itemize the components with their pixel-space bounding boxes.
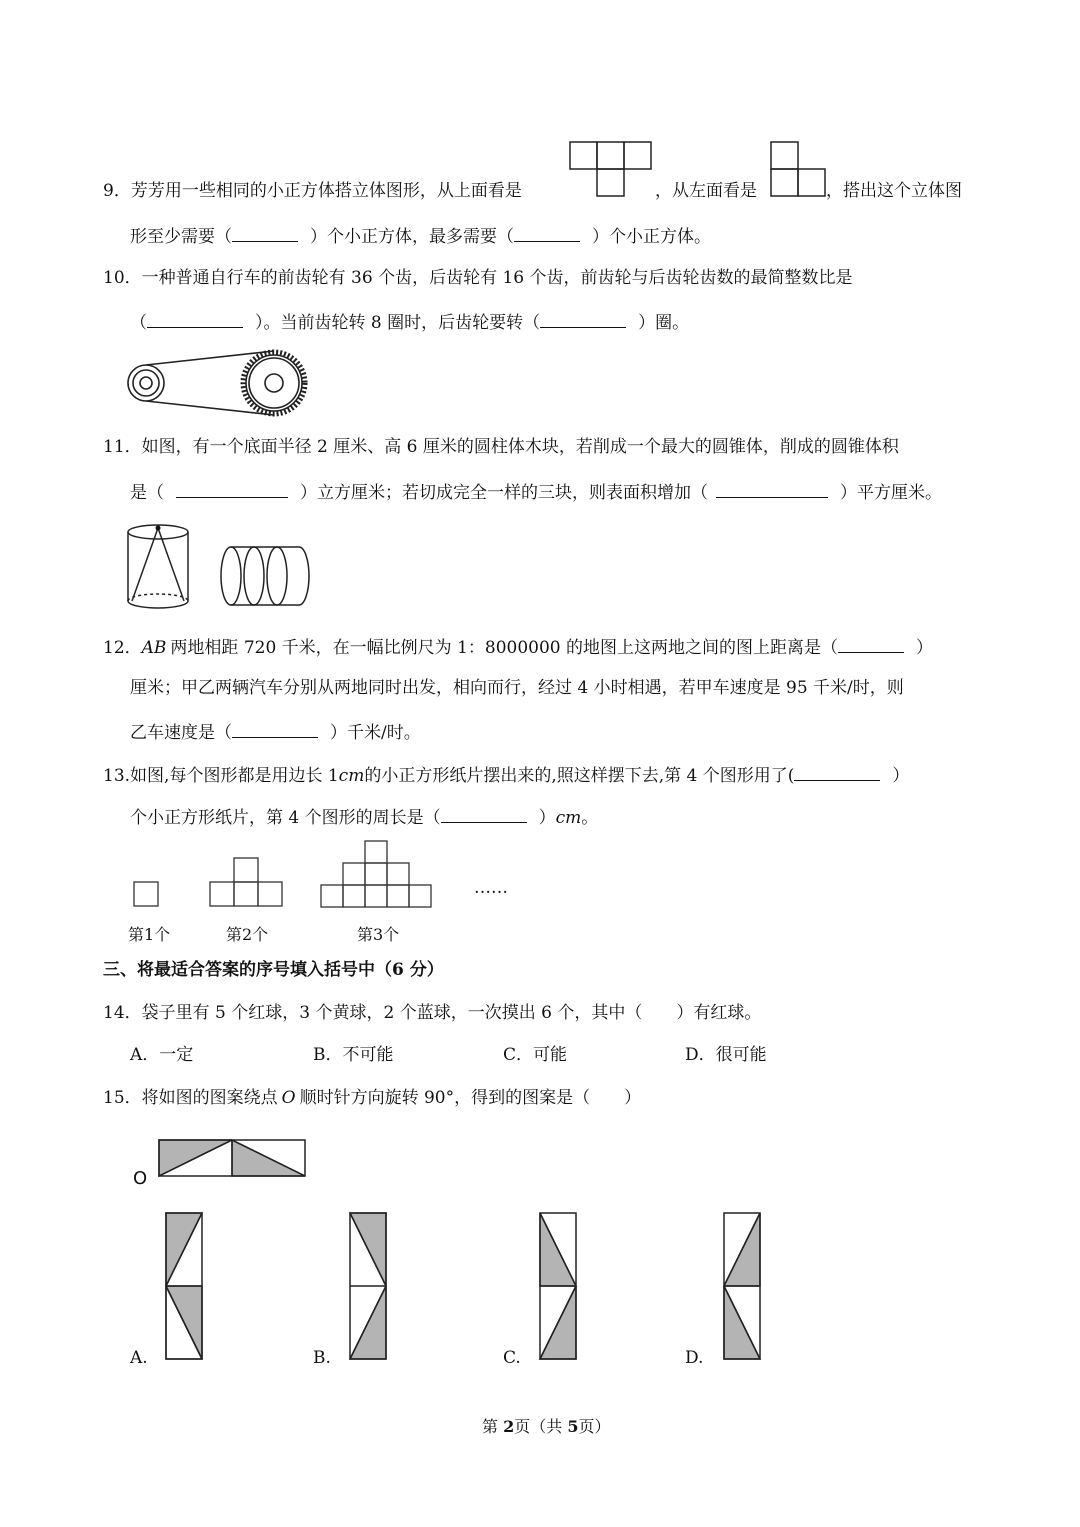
q13-answer-blank-count[interactable] [794,766,880,781]
q10-number: 10． [103,268,142,288]
q15-point-o-label: O [133,1168,148,1189]
q14-option-b[interactable]: B．不可能 [313,1045,394,1065]
q14-option-d[interactable]: D．很可能 [685,1045,767,1065]
q15-line1: 15．将如图的图案绕点 O 顺时针方向旋转 90°，得到的图案是（ ） [103,1088,642,1108]
bicycle-gear-figure [126,345,312,425]
q15-option-d-figure[interactable] [723,1212,763,1362]
q9-left-view-figure [770,141,826,197]
current-page-number: 2 [503,1417,515,1436]
q11-line1: 11．如图，有一个底面半径 2 厘米、高 6 厘米的圆柱体木块，若削成一个最大的圆锥体，削成的圆锥体积 [103,437,899,457]
q11-number: 11． [103,437,142,457]
q14-line1: 14．袋子里有 5 个红球，3 个黄球，2 个蓝球，一次摸出 6 个，其中（ ）有红球。 [103,1003,762,1023]
q9-answer-blank-max[interactable] [514,227,580,242]
q10-line1: 10．一种普通自行车的前齿轮有 36 个齿，后齿轮有 16 个齿，前齿轮与后齿轮齿数的最简整数比是 [103,268,853,288]
q15-option-b-label[interactable]: B. [313,1348,331,1368]
q13-number: 13. [103,766,131,786]
q9-text-1: 芳芳用一些相同的小正方体搭立体图形，从上面看是 [130,181,522,201]
q10-line2: （ ）。当前齿轮转 8 圈时，后齿轮要转（ ）圈。 [130,313,690,333]
total-page-number: 5 [567,1417,579,1436]
q12-line1: 12．AB 两地相距 720 千米，在一幅比例尺为 1：8000000 的地图上这两地之间的图上距离是（ ） [103,638,934,658]
q12-number: 12． [103,638,142,658]
page-footer: 第 2页（共 5页） [482,1417,611,1436]
q15-option-c-figure[interactable] [539,1212,579,1362]
q11-line2: 是（ ）立方厘米；若切成完全一样的三块，则表面积增加（ ）平方厘米。 [130,483,942,503]
cylinder-cut-three-figure [219,543,313,609]
q9-top-view-figure [569,141,653,197]
cylinder-cone-figure [126,523,192,611]
q12-answer-blank-speed[interactable] [232,723,318,738]
q13-line1: 13.如图,每个图形都是用边长 1cm的小正方形纸片摆出来的,照这样摆下去,第 4 个图形用了( ） [103,766,910,786]
q14-option-a[interactable]: A．一定 [130,1045,194,1065]
q13-answer-blank-perimeter[interactable] [441,808,527,823]
q15-option-a-figure[interactable] [165,1212,205,1362]
q14-option-c[interactable]: C．可能 [503,1045,568,1065]
q15-number: 15． [103,1088,142,1108]
q10-answer-blank-ratio[interactable] [147,313,243,328]
q9-line1 [103,183,522,200]
q13-line2: 个小正方形纸片，第 4 个图形的周长是（ ）cm。 [130,808,599,828]
q10-answer-blank-turns[interactable] [540,313,626,328]
section-3-title: 三、将最适合答案的序号填入括号中（6 分） [103,960,444,980]
q12-answer-blank-distance[interactable] [838,638,904,653]
square-pattern-figure [130,840,530,910]
q15-option-c-label[interactable]: C. [503,1348,521,1368]
q9-text-3: ，搭出这个立体图 [826,181,962,201]
q9-line2: 形至少需要（ ）个小正方体，最多需要（ ）个小正方体。 [130,227,711,247]
q9-text-2: ，从左面看是 [655,181,757,201]
q12-line3: 乙车速度是（ ）千米/时。 [130,723,421,743]
q13-label-3: 第3个 [357,925,400,944]
q13-dots: …… [474,878,508,898]
q13-label-1: 第1个 [128,925,171,944]
q14-number: 14． [103,1003,142,1023]
q11-answer-blank-area[interactable] [716,483,828,498]
q9-number: 9． [103,181,131,201]
q13-label-2: 第2个 [226,925,269,944]
q9-answer-blank-min[interactable] [232,227,298,242]
q15-option-d-label[interactable]: D. [685,1348,704,1368]
q15-option-b-figure[interactable] [349,1212,389,1362]
q11-answer-blank-volume[interactable] [176,483,288,498]
q15-option-a-label[interactable]: A. [130,1348,148,1368]
q15-original-pattern [158,1139,308,1179]
q12-line2: 厘米；甲乙两辆汽车分别从两地同时出发，相向而行，经过 4 小时相遇，若甲车速度是 95 千米/时，则 [130,678,904,698]
